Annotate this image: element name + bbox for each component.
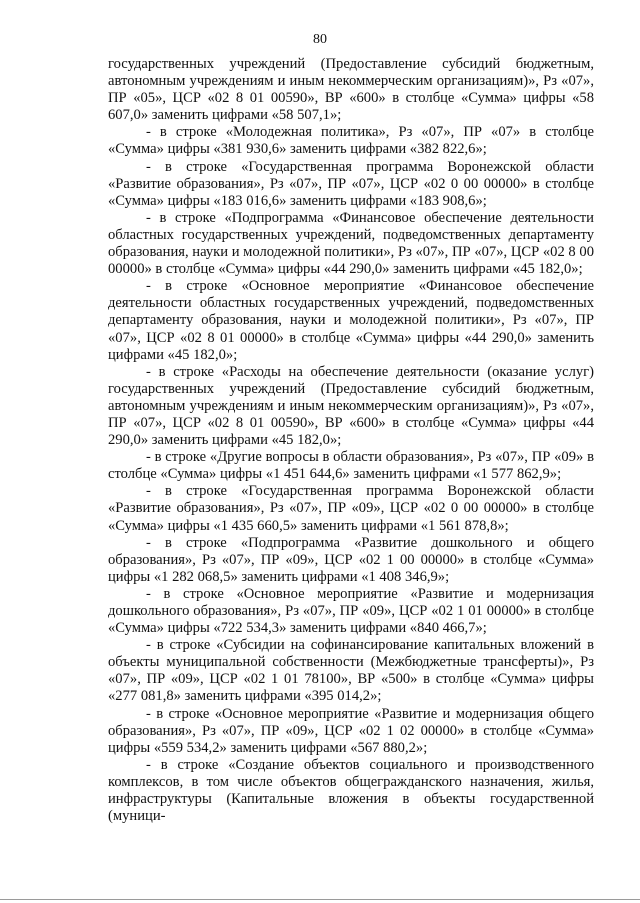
paragraph: - в строке «Основное мероприятие «Развитие и модернизация общего образования», Рз «07», ПР «09», ЦСР «02 1 02 00000» в столбце «Сумма» цифры «559 534,2» заменить цифрами «567 880,2»; bbox=[108, 705, 594, 756]
paragraph: - в строке «Расходы на обеспечение деятельности (оказание услуг) государственных учреждений (Предоставление субсидий бюджетным, автономным учреждениям и иным некоммерческим организациям)», Рз «07», ПР «07», ЦСР «02 8 01 00590», ВР «600» в столбце «Сумма» цифры «44 290,0» заменить цифрами «45 182,0»; bbox=[108, 363, 594, 449]
paragraph: - в строке «Государственная программа Воронежской области «Развитие образования», Рз «07», ПР «09», ЦСР «02 0 00 00000» в столбце «Сумма» цифры «1 435 660,5» заменить цифрами «1 561 878,8»; bbox=[108, 483, 594, 534]
paragraph: - в строке «Молодежная политика», Рз «07», ПР «07» в столбце «Сумма» цифры «381 930,6» заменить цифрами «382 822,6»; bbox=[108, 124, 594, 158]
paragraph: - в строке «Субсидии на софинансирование капитальных вложений в объекты муниципальной собственности (Межбюджетные трансферты)», Рз «07», ПР «09», ЦСР «02 1 01 78100», ВР «500» в столбце «Сумма» цифры «277 081,8» заменить цифрами «395 014,2»; bbox=[108, 637, 594, 705]
paragraph: - в строке «Подпрограмма «Развитие дошкольного и общего образования», Рз «07», ПР «09», ЦСР «02 1 00 00000» в столбце «Сумма» цифры «1 282 068,5» заменить цифрами «1 408 346,9»; bbox=[108, 534, 594, 585]
document-body bbox=[108, 56, 594, 825]
page-number: 80 bbox=[313, 32, 327, 47]
paragraph: - в строке «Другие вопросы в области образования», Рз «07», ПР «09» в столбце «Сумма» цифры «1 451 644,6» заменить цифрами «1 577 862,9»; bbox=[108, 449, 594, 483]
paragraph: государственных учреждений (Предоставление субсидий бюджетным, автономным учреждениям и иным некоммерческим организациям)», Рз «07», ПР «05», ЦСР «02 8 01 00590», ВР «600» в столбце «Сумма» цифры «58 607,0» заменить цифрами «58 507,1»; bbox=[108, 56, 594, 124]
paragraph: - в строке «Основное мероприятие «Финансовое обеспечение деятельности областных государственных учреждений, подведомственных департаменту образования, науки и молодежной политики», Рз «07», ПР «07», ЦСР «02 8 01 00000» в столбце «Сумма» цифры «44 290,0» заменить цифрами «45 182,0»; bbox=[108, 278, 594, 363]
page-bottom-divider bbox=[0, 899, 640, 900]
paragraph: - в строке «Подпрограмма «Финансовое обеспечение деятельности областных государственных учреждений, подведомственных департаменту образования, науки и молодежной политики», Рз «07», ПР «07», ЦСР «02 8 00 00000» в столбце «Сумма» цифры «44 290,0» заменить цифрами «45 182,0»; bbox=[108, 209, 594, 278]
paragraph: - в строке «Создание объектов социального и производственного комплексов, в том числе объектов общегражданского назначения, жилья, инфраструктуры (Капитальные вложения в объекты государственной (муници- bbox=[108, 756, 594, 825]
paragraph: - в строке «Государственная программа Воронежской области «Развитие образования», Рз «07», ПР «07», ЦСР «02 0 00 00000» в столбце «Сумма» цифры «183 016,6» заменить цифрами «183 908,6»; bbox=[108, 158, 594, 209]
paragraph: - в строке «Основное мероприятие «Развитие и модернизация дошкольного образования», Рз «07», ПР «09», ЦСР «02 1 01 00000» в столбце «Сумма» цифры «722 534,3» заменить цифрами «840 466,7»; bbox=[108, 585, 594, 637]
